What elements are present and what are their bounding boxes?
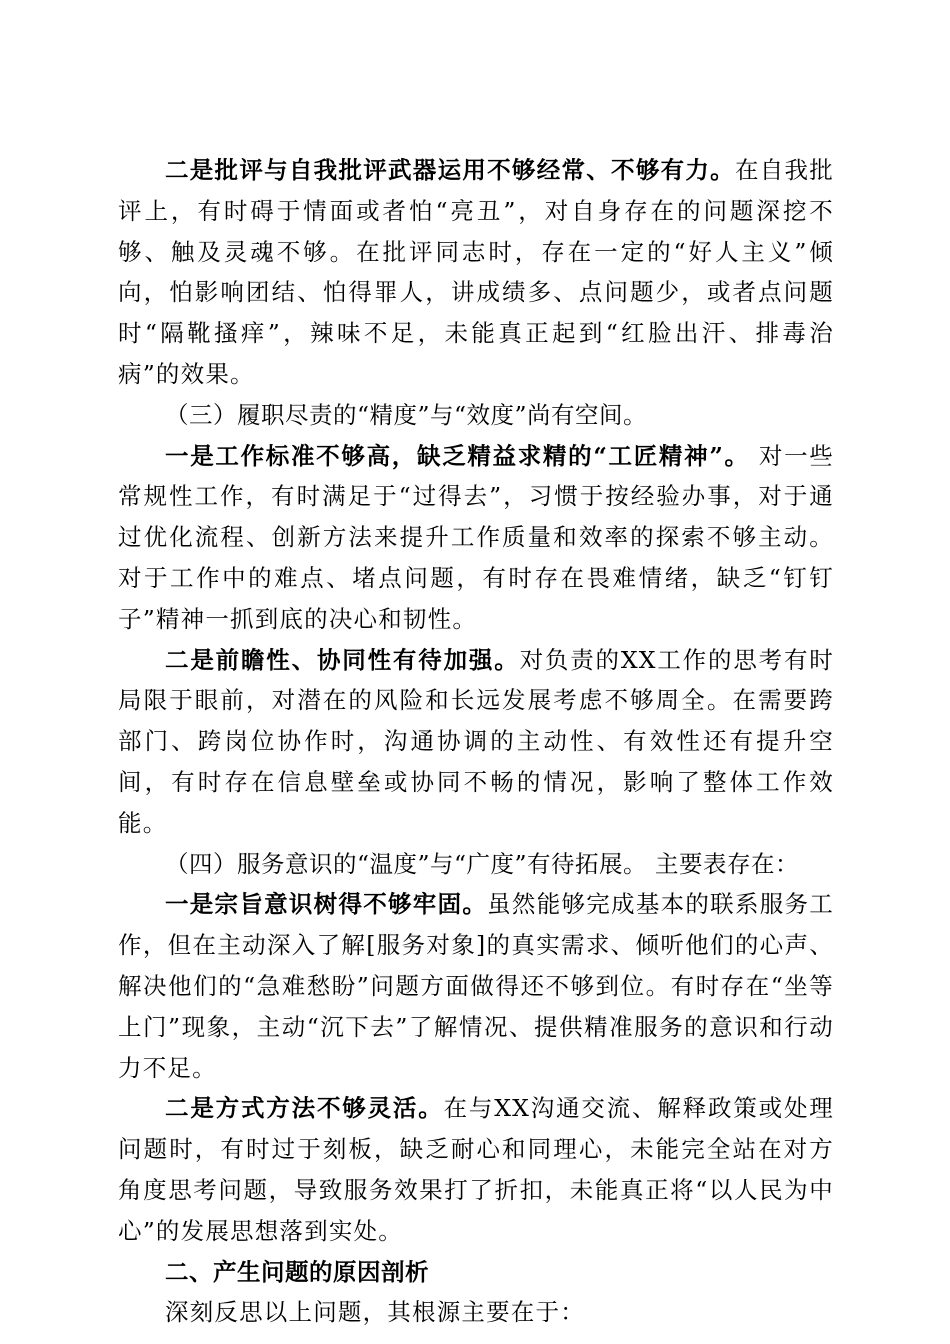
paragraph-body: 对一些常规性工作，有时满足于“过得去”，习惯于按经验办事，对于通过优化流程、创新方法来提升工作质量和效率的探索不够主动。对于工作中的难点、堵点问题，有时存在畏难情绪，缺乏“钉钉子”精神一抓到底的决心和韧性。 — [118, 441, 834, 633]
subheading-three: （三）履职尽责的“精度”与“效度”尚有空间。 — [165, 400, 648, 429]
paragraph-lead: 二是方式方法不够灵活。 — [165, 1094, 444, 1123]
paragraph-body: 虽然能够完成基本的联系服务工作，但在主动深入了解[服务对象]的真实需求、倾听他们的心声、解决他们的“急难愁盼”问题方面做得还不够到位。有时存在“坐等上门”现象，主动“沉下去”了解情况、提供精准服务的意识和行动力不足。 — [118, 890, 834, 1082]
paragraph-methods — [118, 1088, 834, 1251]
paragraph-body: 在自我批评上，有时碍于情面或者怕“亮丑”，对自身存在的问题深挖不够、触及灵魂不够。在批评同志时，存在一定的“好人主义”倾向，怕影响团结、怕得罪人，讲成绩多、点问题少，或者点问题时“隔靴搔痒”，辣味不足，未能真正起到“红脸出汗、排毒治病”的效果。 — [118, 156, 834, 388]
paragraph-foresight — [118, 640, 834, 844]
paragraph-criticism — [118, 150, 834, 395]
paragraph-lead: 一是工作标准不够高，缺乏精益求精的“工匠精神”。 — [165, 441, 750, 470]
paragraph-body: 在与XX沟通交流、解释政策或处理问题时，有时过于刻板，缺乏耐心和同理心，未能完全站在对方角度思考问题，导致服务效果打了折扣，未能真正将“以人民为中心”的发展思想落到实处。 — [118, 1094, 834, 1245]
paragraph-purpose — [118, 884, 834, 1088]
section-heading: 二、产生问题的原因剖析 — [165, 1257, 429, 1286]
paragraph-lead: 二是批评与自我批评武器运用不够经常、不够有力。 — [165, 156, 735, 184]
document-page — [118, 150, 834, 1333]
paragraph-body: 对负责的XX工作的思考有时局限于眼前，对潜在的风险和长远发展考虑不够周全。在需要跨部门、跨岗位协作时，沟通协调的主动性、有效性还有提升空间，有时存在信息壁垒或协同不畅的情况，影响了整体工作效能。 — [118, 645, 834, 837]
subheading-four: （四）服务意识的“温度”与“广度”有待拓展。 主要表存在： — [165, 849, 800, 878]
paragraph-lead: 一是宗旨意识树得不够牢固。 — [165, 890, 488, 919]
closing-paragraph: 深刻反思以上问题，其根源主要在于： — [165, 1298, 585, 1327]
paragraph-lead: 二是前瞻性、协同性有待加强。 — [165, 645, 520, 674]
paragraph-work-standard — [118, 436, 834, 640]
